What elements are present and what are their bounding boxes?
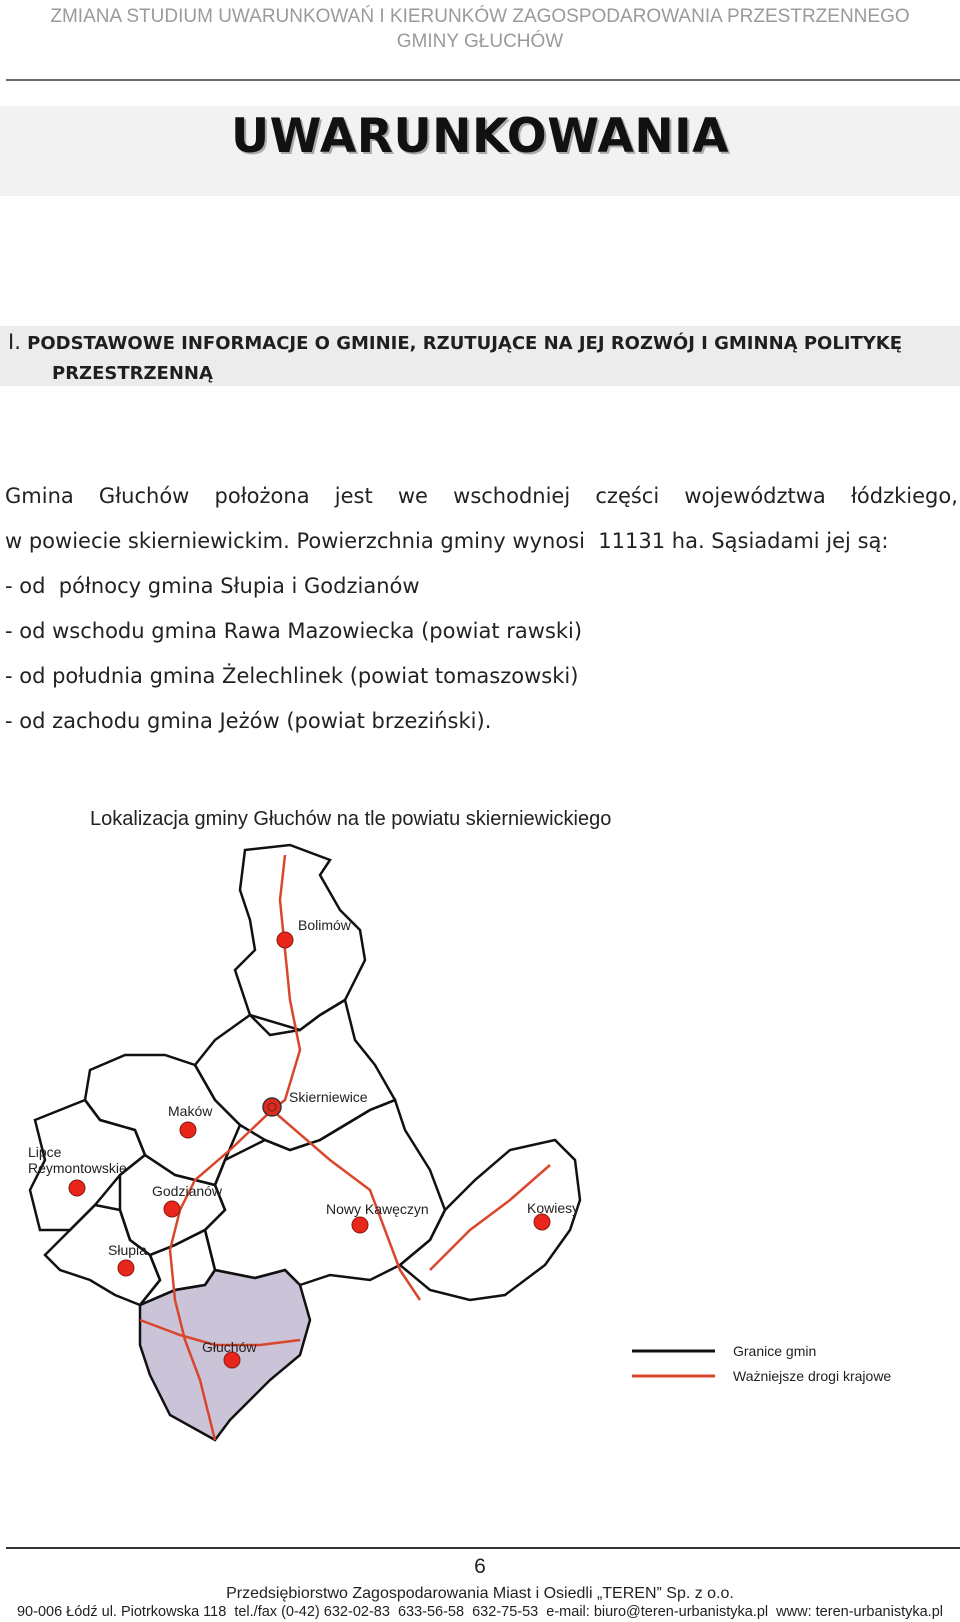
legend-road-label: Ważniejsze drogi krajowe (733, 1368, 892, 1384)
town-marker (164, 1201, 180, 1217)
label-slupia: Słupia (108, 1242, 147, 1258)
label-makow: Maków (168, 1103, 213, 1119)
neighbor-south: - od południa gmina Żelechlinek (powiat tomaszowski) (5, 664, 579, 688)
neighbor-west: - od zachodu gmina Jeżów (powiat brzeziński). (5, 709, 492, 733)
body-word: jest (334, 484, 373, 508)
neighbor-east: - od wschodu gmina Rawa Mazowiecka (powiat rawski) (5, 619, 583, 643)
section-heading-line-2: PRZESTRZENNĄ (52, 363, 213, 384)
body-line-2: w powiecie skierniewickim. Powierzchnia gminy wynosi 11131 ha. Sąsiadami jej są: (5, 529, 889, 553)
label-skierniewice: Skierniewice (289, 1089, 368, 1105)
section-number: I. (8, 330, 21, 354)
footer-contact: 90-006 Łódź ul. Piotrkowska 118 tel./fax (0-42) 632-02-83 633-56-58 632-75-53 e-mail: biuro@teren-urbanistyka.pl www: teren-urbanistyka.pl (16, 1604, 943, 1620)
body-word: części (595, 484, 660, 508)
town-marker (534, 1214, 550, 1230)
label-reymontowskie: Reymontowskie (28, 1160, 127, 1176)
town-marker (180, 1122, 196, 1138)
label-godzianow: Godzianów (152, 1183, 223, 1199)
gluchow-area (140, 1270, 310, 1440)
map-title: Lokalizacja gminy Głuchów na tle powiatu skierniewickiego (90, 808, 612, 830)
header-line-2: GMINY GŁUCHÓW (396, 31, 564, 52)
town-marker (277, 932, 293, 948)
town-marker (118, 1260, 134, 1276)
neighbor-north: - od północy gmina Słupia i Godzianów (5, 574, 420, 598)
body-word: Gmina (5, 484, 74, 508)
body-word: łódzkiego, (850, 484, 958, 508)
town-marker (263, 1098, 281, 1116)
footer-rule (6, 1547, 960, 1549)
body-word: województwa (684, 484, 826, 508)
body-word: położona (214, 484, 310, 508)
town-marker (352, 1217, 368, 1233)
page-title: UWARUNKOWANIA (230, 109, 730, 164)
section-heading (8, 327, 958, 389)
header-rule (6, 79, 960, 81)
body-text (5, 474, 958, 744)
map-legend (632, 1343, 891, 1384)
page-number: 6 (474, 1555, 486, 1578)
header-line-1: ZMIANA STUDIUM UWARUNKOWAŃ I KIERUNKÓW ZAGOSPODAROWANIA PRZESTRZENNEGO (50, 6, 910, 27)
label-lipce: Lipce (28, 1144, 62, 1160)
label-nowy-kaweczyn: Nowy Kawęczyn (326, 1201, 429, 1217)
section-heading-line-1: PODSTAWOWE INFORMACJE O GMINIE, RZUTUJĄCE NA JEJ ROZWÓJ I GMINNĄ POLITYKĘ (27, 333, 903, 354)
footer-company: Przedsiębiorstwo Zagospodarowania Miast i Osiedli „TEREN” Sp. z o.o. (226, 1585, 734, 1602)
municipal-borders (30, 845, 580, 1305)
legend-border-label: Granice gmin (733, 1343, 817, 1359)
town-marker (69, 1180, 85, 1196)
map-svg (0, 800, 960, 1510)
label-gluchow: Głuchów (202, 1339, 257, 1355)
document-header (0, 4, 960, 54)
location-map (0, 800, 960, 1510)
body-line-1 (5, 474, 958, 519)
body-word: wschodniej (453, 484, 571, 508)
label-bolimow: Bolimów (298, 917, 351, 933)
body-word: Głuchów (98, 484, 190, 508)
body-word: we (397, 484, 428, 508)
label-kowiesy: Kowiesy (527, 1200, 580, 1216)
